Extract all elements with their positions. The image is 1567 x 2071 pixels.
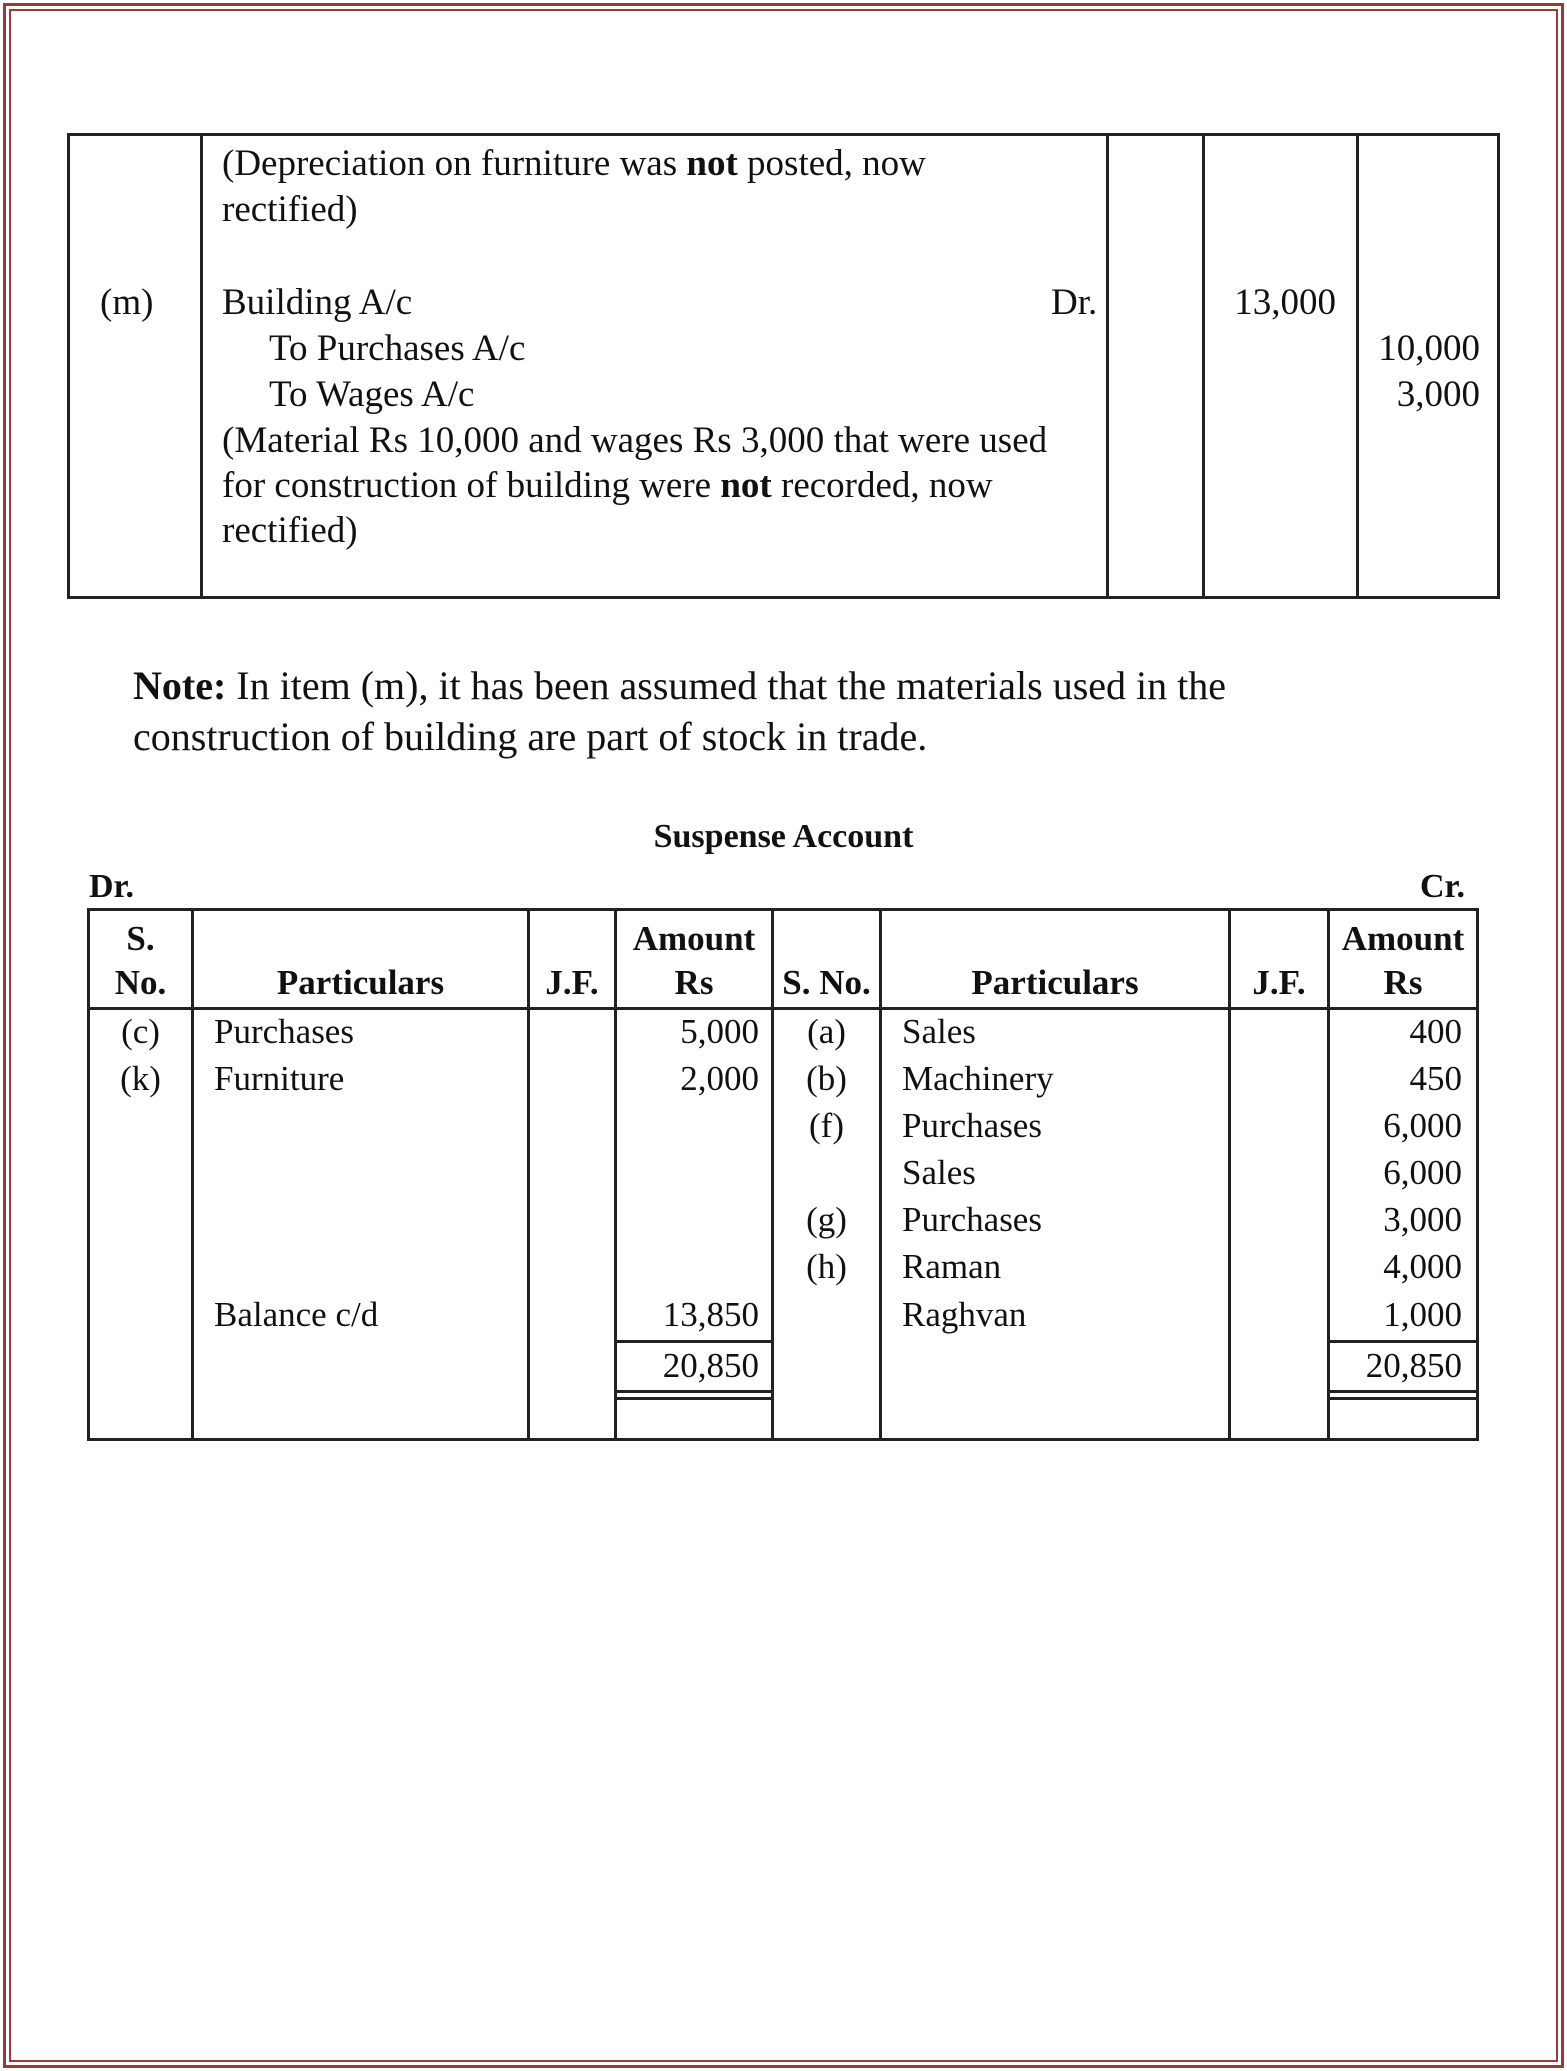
- header-jf-cr: J.F.: [1252, 963, 1306, 1002]
- header-sno-2: No.: [114, 963, 167, 1002]
- cr-row-amount: 1,000: [1383, 1295, 1462, 1334]
- cr-row-particulars: Purchases: [902, 1200, 1042, 1239]
- dr-row-particulars: Purchases: [214, 1012, 354, 1051]
- credit-account: To Wages A/c: [269, 374, 475, 415]
- suspense-ledger: [87, 908, 1479, 1441]
- narration-line3: rectified): [222, 510, 358, 551]
- cr-total: 20,850: [1365, 1346, 1462, 1385]
- note-paragraph: [133, 660, 1433, 762]
- cr-row-amount: 400: [1409, 1012, 1462, 1051]
- dr-row-particulars: Furniture: [214, 1059, 345, 1098]
- cr-row-particulars: Sales: [902, 1012, 976, 1051]
- total-rule-bottom-cr: [1327, 1390, 1477, 1393]
- header-jf-dr: J.F.: [545, 963, 599, 1002]
- debit-amount: 13,000: [1234, 282, 1336, 323]
- credit-amount: 3,000: [1396, 374, 1480, 415]
- account-title: Suspense Account: [653, 818, 914, 855]
- header-amount-cr-1: Amount: [1341, 919, 1465, 958]
- dr-side-label: Dr.: [89, 868, 135, 905]
- debit-account: Building A/c: [222, 282, 413, 323]
- note-text: In item (m), it has been assumed that the materials used in the construction of building are part of stock in trade.: [133, 663, 1227, 759]
- dr-balance-particulars: Balance c/d: [214, 1295, 379, 1334]
- prev-narration-line2: rectified): [222, 189, 358, 230]
- cr-row-amount: 6,000: [1383, 1106, 1462, 1145]
- header-amount-cr-2: Rs: [1383, 963, 1423, 1002]
- col-divider: [1106, 136, 1109, 596]
- dr-label: Dr.: [1051, 282, 1098, 323]
- cr-row-particulars: Raghvan: [902, 1295, 1027, 1334]
- prev-narration-line1: (Depreciation on furniture was not posted, now: [222, 143, 926, 184]
- col-divider: [1356, 136, 1359, 596]
- cr-row-particulars: Sales: [902, 1153, 976, 1192]
- dr-row-amount: 5,000: [680, 1012, 759, 1051]
- col-divider: [1202, 136, 1205, 596]
- cr-row-sno: (a): [807, 1012, 846, 1051]
- dr-row-amount: 2,000: [680, 1059, 759, 1098]
- header-amount-dr-2: Rs: [674, 963, 714, 1002]
- total-rule-bottom-dr: [614, 1390, 774, 1393]
- cr-row-particulars: Purchases: [902, 1106, 1042, 1145]
- cr-row-sno: (b): [806, 1059, 847, 1098]
- dr-row-sno: (k): [120, 1059, 161, 1098]
- header-sno-1: S.: [126, 919, 155, 958]
- cr-row-particulars: Machinery: [902, 1059, 1054, 1098]
- dr-total: 20,850: [662, 1346, 759, 1385]
- entry-sno: (m): [100, 282, 154, 323]
- narration-line1: (Material Rs 10,000 and wages Rs 3,000 that were used: [222, 420, 1048, 461]
- credit-amount: 10,000: [1378, 328, 1480, 369]
- note-label: Note:: [133, 663, 227, 708]
- cr-row-amount: 4,000: [1383, 1247, 1462, 1286]
- cr-row-sno: (g): [806, 1200, 847, 1239]
- col-divider: [200, 136, 203, 596]
- cr-row-amount: 450: [1409, 1059, 1462, 1098]
- journal-table: [67, 133, 1500, 599]
- header-particulars-cr: Particulars: [971, 963, 1139, 1002]
- cr-side-label: Cr.: [1420, 868, 1466, 905]
- credit-account: To Purchases A/c: [269, 328, 526, 369]
- total-rule-double-dr: [614, 1397, 774, 1400]
- cr-row-particulars: Raman: [902, 1247, 1002, 1286]
- narration-line2: for construction of building were not recorded, now: [222, 465, 993, 506]
- cr-row-amount: 3,000: [1383, 1200, 1462, 1239]
- total-rule-double-cr: [1327, 1397, 1477, 1400]
- header-amount-dr-1: Amount: [632, 919, 756, 958]
- header-sno-cr: S. No.: [782, 963, 871, 1002]
- dr-balance-amount: 13,850: [662, 1295, 759, 1334]
- header-particulars-dr: Particulars: [276, 963, 445, 1002]
- dr-row-sno: (c): [121, 1012, 160, 1051]
- cr-row-amount: 6,000: [1383, 1153, 1462, 1192]
- cr-row-sno: (h): [806, 1247, 847, 1286]
- cr-row-sno: (f): [809, 1106, 844, 1145]
